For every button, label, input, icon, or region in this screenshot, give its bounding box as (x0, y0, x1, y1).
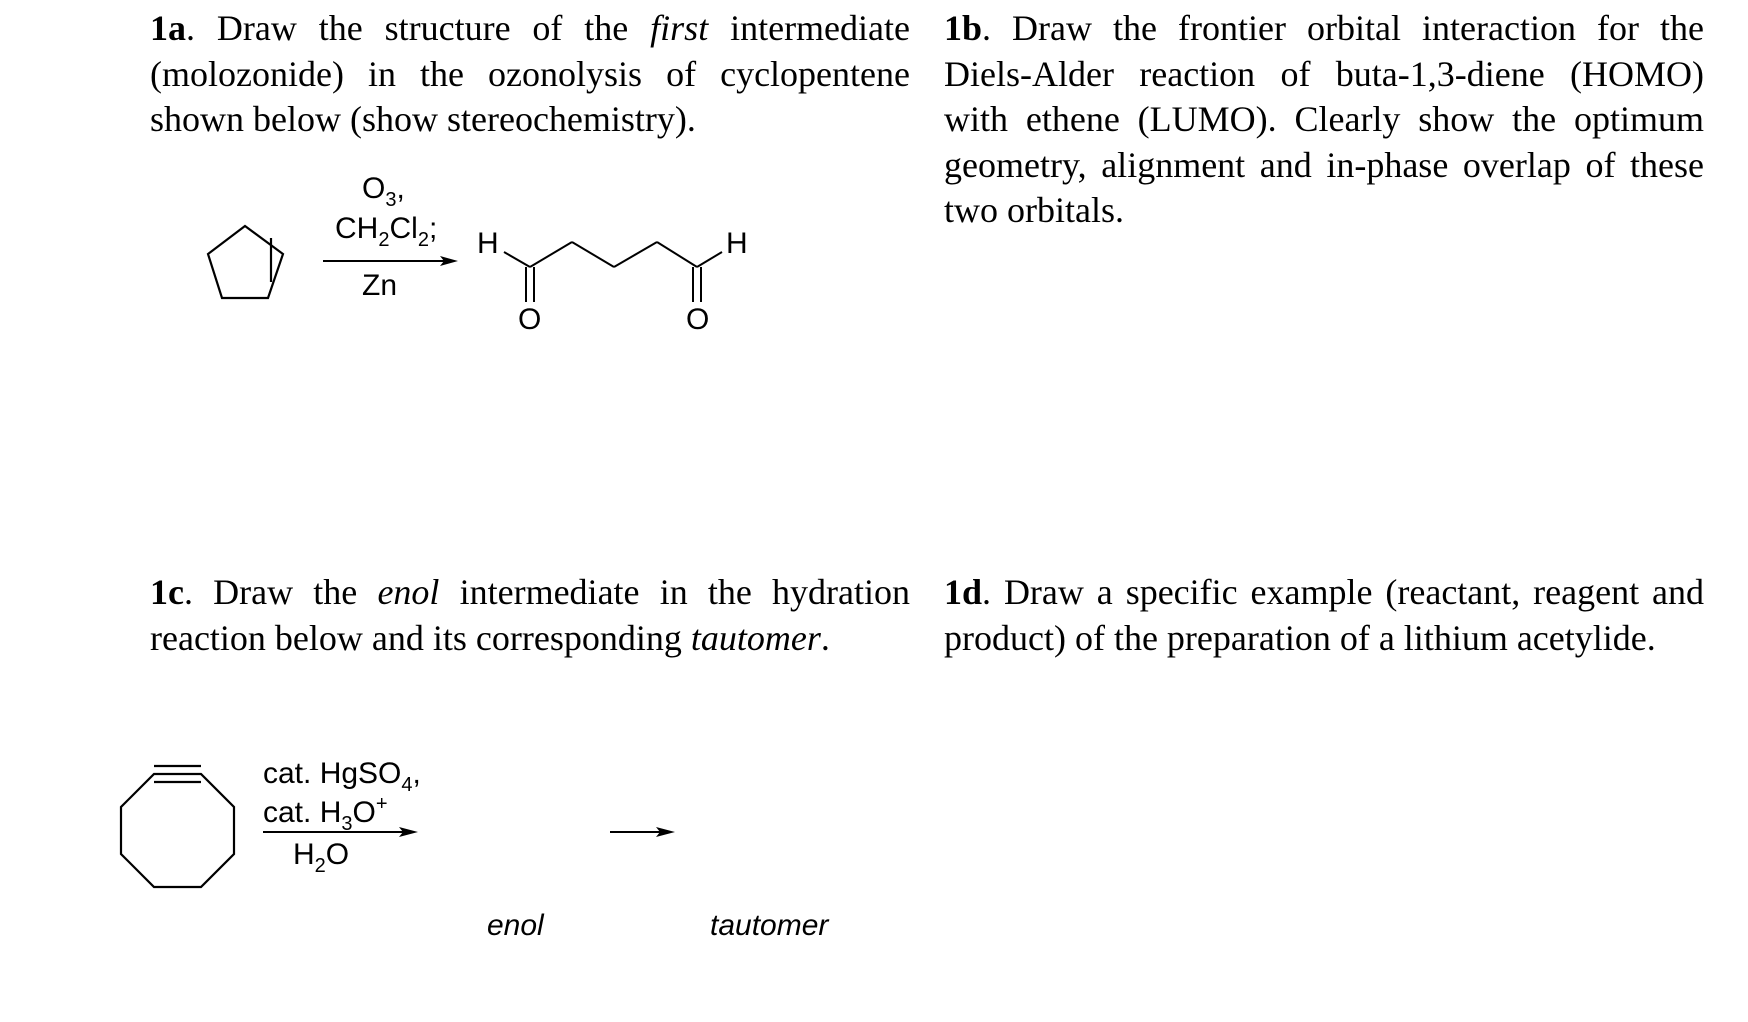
question-text: intermediate in the hydration reaction below and its corresponding (150, 572, 910, 658)
question-number: 1b (944, 8, 983, 48)
hydrogen-label: H (726, 227, 748, 260)
enol-label: enol (487, 909, 544, 942)
emphasis-text: enol (377, 572, 440, 612)
question-text: . Draw the (183, 572, 378, 612)
reagent-mercury-sulfate: cat. HgSO$_4$, (263, 757, 421, 796)
question-number: 1d (944, 572, 983, 612)
question-text: . Draw the frontier orbital interaction for the Diels-Alder reaction of buta-1,3-diene (HOMO) with ethene (LUMO). Clearly show the optimum geometry, alignment and in-phase overlap of these two orbitals. (944, 8, 1704, 230)
cyclooctyne-structure (121, 766, 234, 887)
reaction-conditions-1c (263, 757, 421, 877)
emphasis-text: first (650, 8, 709, 48)
reagent-hydronium: cat. $H_3O^+$ (263, 793, 388, 835)
hydrogen-label: H (477, 227, 499, 260)
oxygen-label: O (686, 303, 710, 336)
emphasis-text: tautomer (690, 617, 821, 658)
tautomer-label: tautomer (710, 909, 829, 942)
oxygen-label: O (518, 303, 542, 336)
tautomerization-arrow (610, 827, 675, 837)
glutaraldehyde-product (477, 227, 748, 336)
question-text: . Draw the structure of the (186, 8, 651, 48)
reagent-ozone: $O_3$, (362, 172, 405, 211)
reagent-water: $H_2O$ (293, 838, 350, 877)
reaction-conditions-1a (323, 172, 458, 302)
question-text: . Draw a specific example (reactant, reagent and product) of the preparation of a lithium acetylide. (944, 572, 1704, 658)
cyclopentene-structure (208, 226, 283, 298)
question-text: . (820, 617, 830, 658)
question-text: intermediate (molozonide) in the ozonolysis of cyclopentene shown below (show stereochemistry). (150, 8, 910, 139)
question-number: 1c (150, 572, 184, 612)
question-number: 1a (150, 8, 186, 48)
reagent-dichloromethane: $CH_2Cl_2$; (335, 212, 438, 251)
reagent-zinc: Zn (362, 269, 398, 302)
